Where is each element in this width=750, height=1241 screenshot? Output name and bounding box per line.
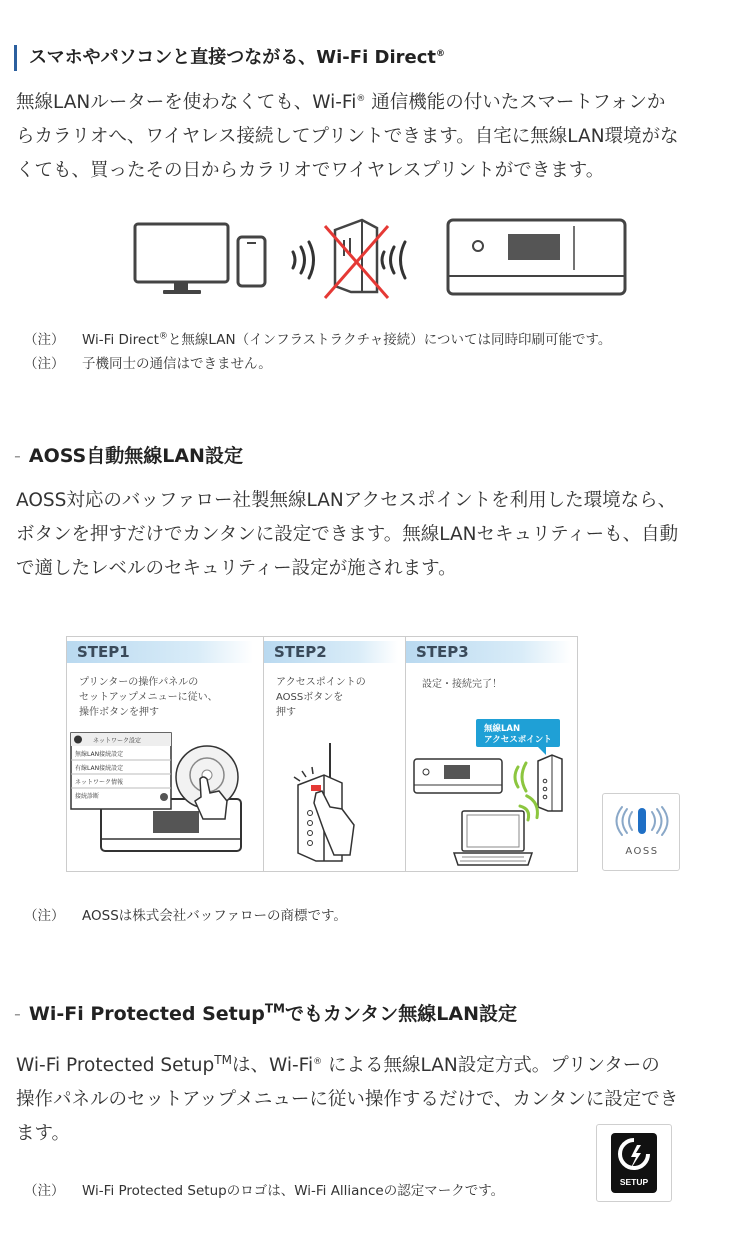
step3-illustration [406,715,577,871]
section-heading-wps: - Wi-Fi Protected Setup™でもカンタン無線LAN設定 [14,1001,517,1025]
step-2 [264,637,405,871]
wps-logo-text: SETUP [619,1177,649,1187]
step-description: アクセスポイントの AOSSボタンを 押す [276,677,366,718]
para-line: らカラリオへ、ワイヤレス接続してプリントできます。自宅に無線LAN環境がな [16,126,679,147]
press-mark-icon [294,767,313,781]
para-line: くても、買ったその日からカラリオでワイヤレスプリントができます。 [16,160,605,181]
aoss-logo-text: AOSS [625,846,659,857]
para-line: AOSS対応のバッファロー社製無線LANアクセスポイントを利用した環境なら、 [16,490,677,511]
step-title: STEP3 [406,641,571,663]
note-wifi-direct-1: （注） Wi-Fi Direct®と無線LAN（インフラストラクチャ接続）については同時印刷可能です。 [24,331,612,348]
menu-item: 接続診断 [75,793,100,800]
step1-illustration [67,727,263,871]
wps-logo-badge [611,1133,657,1193]
crossed-router-icon [325,220,388,298]
menu-item: ネットワーク情報 [75,779,124,786]
wifi-direct-description [16,86,738,188]
para-line: Wi-Fi Protected Setup™は、Wi-Fi® による無線LAN設定方式。プリンターの [16,1052,660,1076]
menu-item: ネットワーク設定 [93,737,142,745]
aoss-steps-panel [66,636,578,872]
note-wifi-direct-2: （注） 子機同士の通信はできません。 [24,356,272,372]
para-line: で適したレベルのセキュリティー設定が施されます。 [16,558,457,579]
section-heading-aoss: - AOSS自動無線LAN設定 [14,445,243,467]
wps-key-icon [617,1137,651,1175]
para-line: ボタンを押すだけでカンタンに設定できます。無線LANセキュリティーも、自動 [16,524,679,545]
callout-line: アクセスポイント [484,735,552,745]
step-description: 設定・接続完了！ [422,679,502,690]
callout-line: 無線LAN [484,724,521,734]
step-title: STEP2 [264,641,398,663]
step-1 [67,637,263,871]
printer-icon [448,220,625,294]
menu-item: 有線LAN接続設定 [75,765,124,772]
note-wps: （注） Wi-Fi Protected Setupのロゴは、Wi-Fi Allianceの認定マークです。 [24,1183,505,1199]
signal-waves-icon [293,242,314,278]
aoss-description [16,484,738,586]
para-line: 無線LANルーターを使わなくても、Wi-Fi® 通信機能の付いたスマートフォンか [16,92,666,113]
aoss-logo [602,793,680,871]
monitor-icon [135,224,228,294]
step2-illustration [264,737,405,871]
wifi-direct-illustration [130,212,630,304]
section-heading-wifi-direct: スマホやパソコンと直接つながる、Wi-Fi Direct® [14,45,445,71]
smartphone-icon [238,237,265,286]
note-aoss: （注） AOSSは株式会社バッファローの商標です。 [24,908,347,924]
step-description: プリンターの操作パネルの セットアップメニューに従い、 操作ボタンを押す [79,677,218,718]
menu-item: 無線LAN接続設定 [75,751,124,758]
step-3 [406,637,577,871]
step-title: STEP1 [67,641,253,663]
wps-logo [596,1124,672,1202]
para-line: 操作パネルのセットアップメニューに従い操作するだけで、カンタンに設定でき [16,1089,679,1110]
signal-waves-icon [382,242,405,278]
para-line: ます。 [16,1123,71,1144]
aoss-wave-icon [612,804,672,840]
